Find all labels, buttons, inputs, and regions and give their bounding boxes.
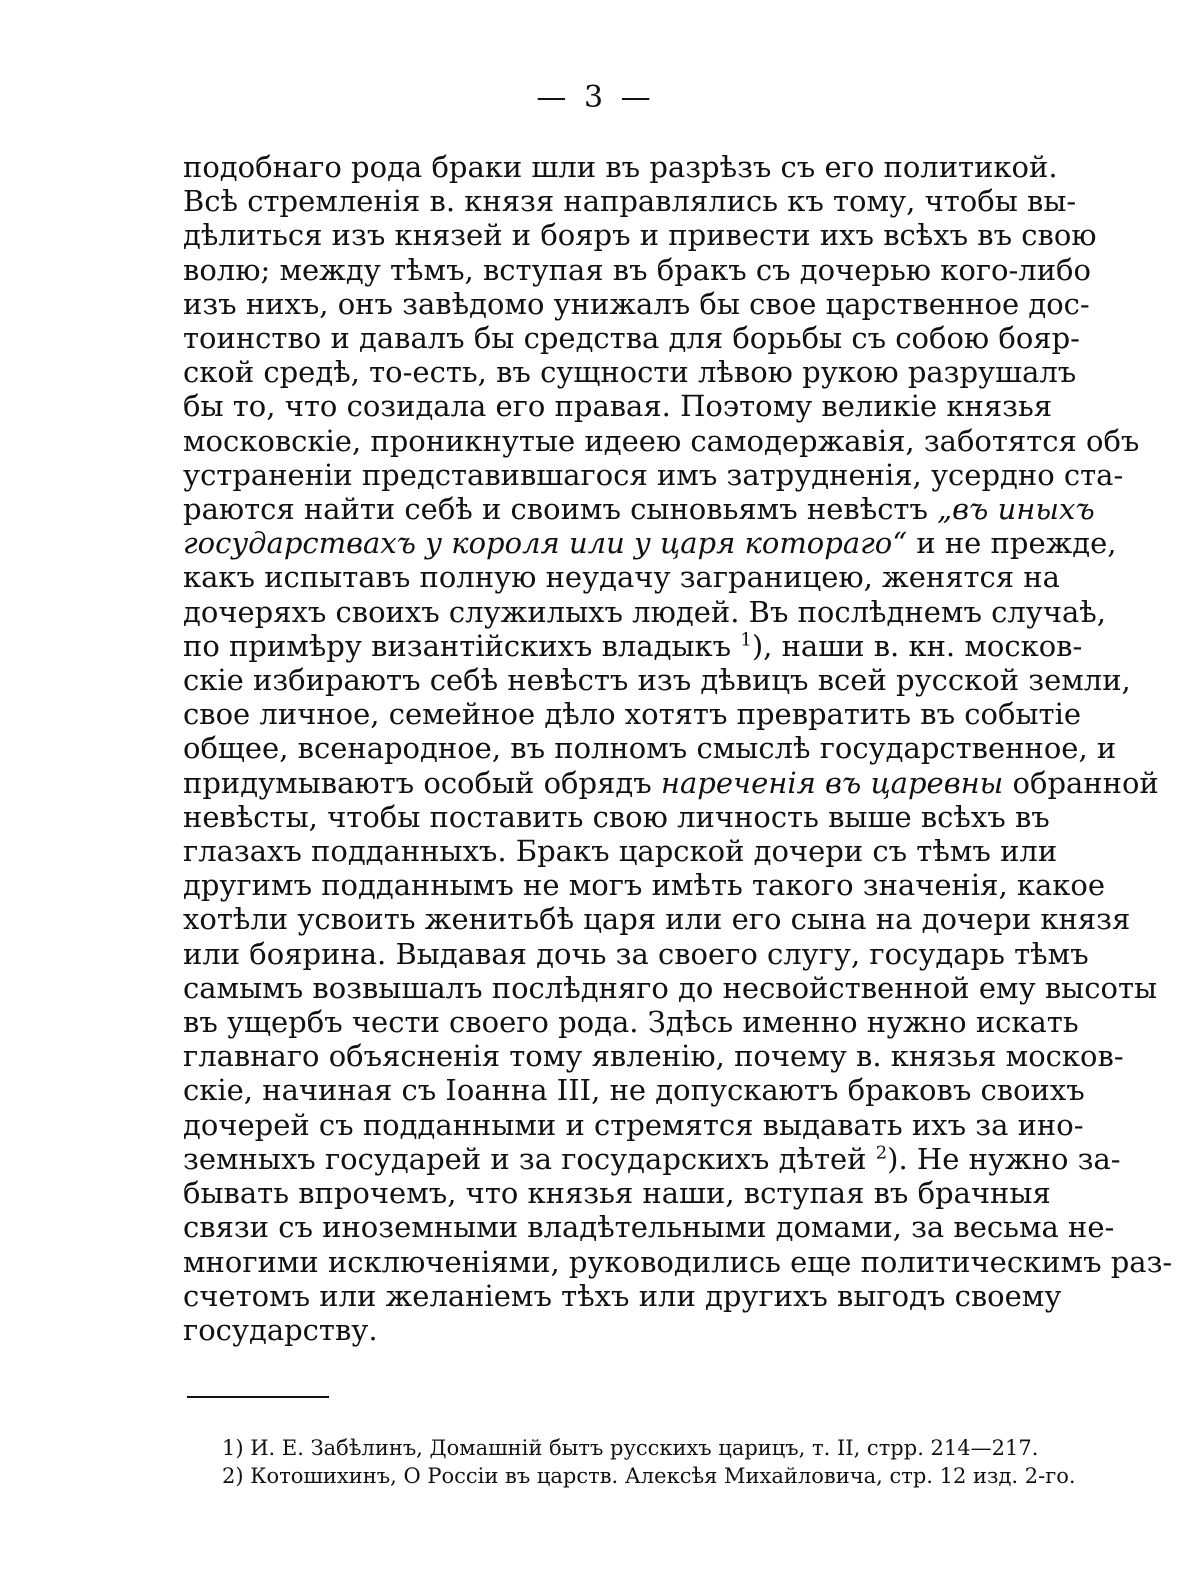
text-line [183, 765, 1159, 800]
quote-italic: государствахъ у короля или у царя котораго“ [183, 526, 908, 561]
text-line: подобнаго рода браки шли въ разрѣзъ съ его политикой. [183, 150, 1058, 184]
text-line: счетомъ или желаніемъ тѣхъ или другихъ выгодъ своему [183, 1278, 1062, 1313]
text-line: хотѣли усвоить женитьбѣ царя или его сына на дочери князя [183, 902, 1131, 937]
text-line: бы то, что созидала его правая. Поэтому великіе князья [183, 389, 1053, 424]
text-line: скіе, начиная съ Іоанна III, не допускаютъ браковъ своихъ [183, 1073, 1085, 1108]
text-line: устраненіи представившагося имъ затрудненія, усердно ста- [183, 457, 1124, 492]
text-line: какъ испытавъ полную неудачу заграницею, женятся на [183, 560, 1060, 595]
text-line: главнаго объясненія тому явленію, почему в. князья москов- [183, 1039, 1124, 1074]
text-line: скіе избираютъ себѣ невѣстъ изъ дѣвицъ всей русской земли, [183, 663, 1131, 698]
text-line: бывать впрочемъ, что князья наши, вступая въ брачныя [183, 1176, 1051, 1211]
text-line: самымъ возвышалъ послѣдняго до несвойственной ему высоты [183, 970, 1158, 1005]
text-line: или боярина. Выдавая дочь за своего слугу, государь тѣмъ [183, 936, 1089, 971]
italic-phrase: нареченія въ царевны [660, 765, 1004, 800]
page-number: — 3 — [536, 80, 655, 115]
body-text [183, 150, 1173, 1347]
text-line [183, 628, 1083, 663]
text-line: дѣлиться изъ князей и бояръ и привести ихъ всѣхъ въ свою [183, 218, 1097, 253]
text-segment: ). Не нужно за- [887, 1141, 1121, 1176]
text-line [183, 526, 1117, 561]
text-line [183, 1141, 1121, 1176]
text-segment: обранной [1012, 765, 1159, 800]
text-line: изъ нихъ, онъ завѣдомо унижалъ бы свое царственное дос- [183, 286, 1090, 321]
text-line: московскіе, проникнутые идеею самодержавія, заботятся объ [183, 423, 1140, 458]
text-line: тоинство и давалъ бы средства для борьбы съ собою бояр- [183, 321, 1080, 356]
text-line: государству. [183, 1312, 378, 1347]
text-line: связи съ иноземными владѣтельными домами, за весьма не- [183, 1210, 1115, 1245]
text-segment: придумываютъ особый обрядъ [183, 765, 652, 800]
text-line: глазахъ подданныхъ. Бракъ царской дочери съ тѣмъ или [183, 834, 1058, 869]
text-segment: и не прежде, [916, 526, 1117, 561]
text-line: дочеряхъ своихъ служилыхъ людей. Въ послѣднемъ случаѣ, [183, 594, 1107, 629]
text-line: невѣсты, чтобы поставить свою личность выше всѣхъ въ [183, 799, 1050, 834]
footnotes [222, 1434, 1076, 1490]
text-line: ской средѣ, то-есть, въ сущности лѣвою рукою разрушалъ [183, 355, 1077, 390]
text-line: въ ущербъ чести своего рода. Здѣсь именно нужно искать [183, 1005, 1079, 1040]
text-segment: ), наши в. кн. москов- [751, 628, 1083, 663]
footnote: 1) И. Е. Забѣлинъ, Домашній бытъ русскихъ царицъ, т. II, стрр. 214—217. [222, 1436, 1039, 1460]
quote-italic: „въ иныхъ [937, 492, 1095, 527]
text-line: волю; между тѣмъ, вступая въ бракъ съ дочерью кого-либо [183, 252, 1091, 287]
footnote: 2) Котошихинъ, О Россіи въ царств. Алексѣя Михайловича, стр. 12 изд. 2-го. [222, 1464, 1076, 1488]
text-segment: по примѣру византійскихъ владыкъ [183, 628, 732, 663]
text-segment: земныхъ государей и за государскихъ дѣтей [183, 1141, 867, 1176]
footnote-marker-2: 2 [875, 1142, 888, 1164]
text-line: другимъ подданнымъ не могъ имѣть такого значенія, какое [183, 868, 1106, 903]
text-line: общее, всенародное, въ полномъ смыслѣ государственное, и [183, 731, 1117, 766]
text-line: свое личное, семейное дѣло хотятъ превратить въ событіе [183, 697, 1082, 732]
text-segment: раются найти себѣ и своимъ сыновьямъ невѣстъ [183, 492, 928, 527]
text-line [183, 492, 1095, 527]
footnote-divider [187, 1396, 329, 1398]
text-line: Всѣ стремленія в. князя направлялись къ тому, чтобы вы- [183, 184, 1077, 219]
text-line: многими исключеніями, руководились еще политическимъ раз- [183, 1244, 1173, 1279]
text-line: дочерей съ подданными и стремятся выдавать ихъ за ино- [183, 1107, 1084, 1142]
footnote-marker-1: 1 [740, 629, 752, 651]
